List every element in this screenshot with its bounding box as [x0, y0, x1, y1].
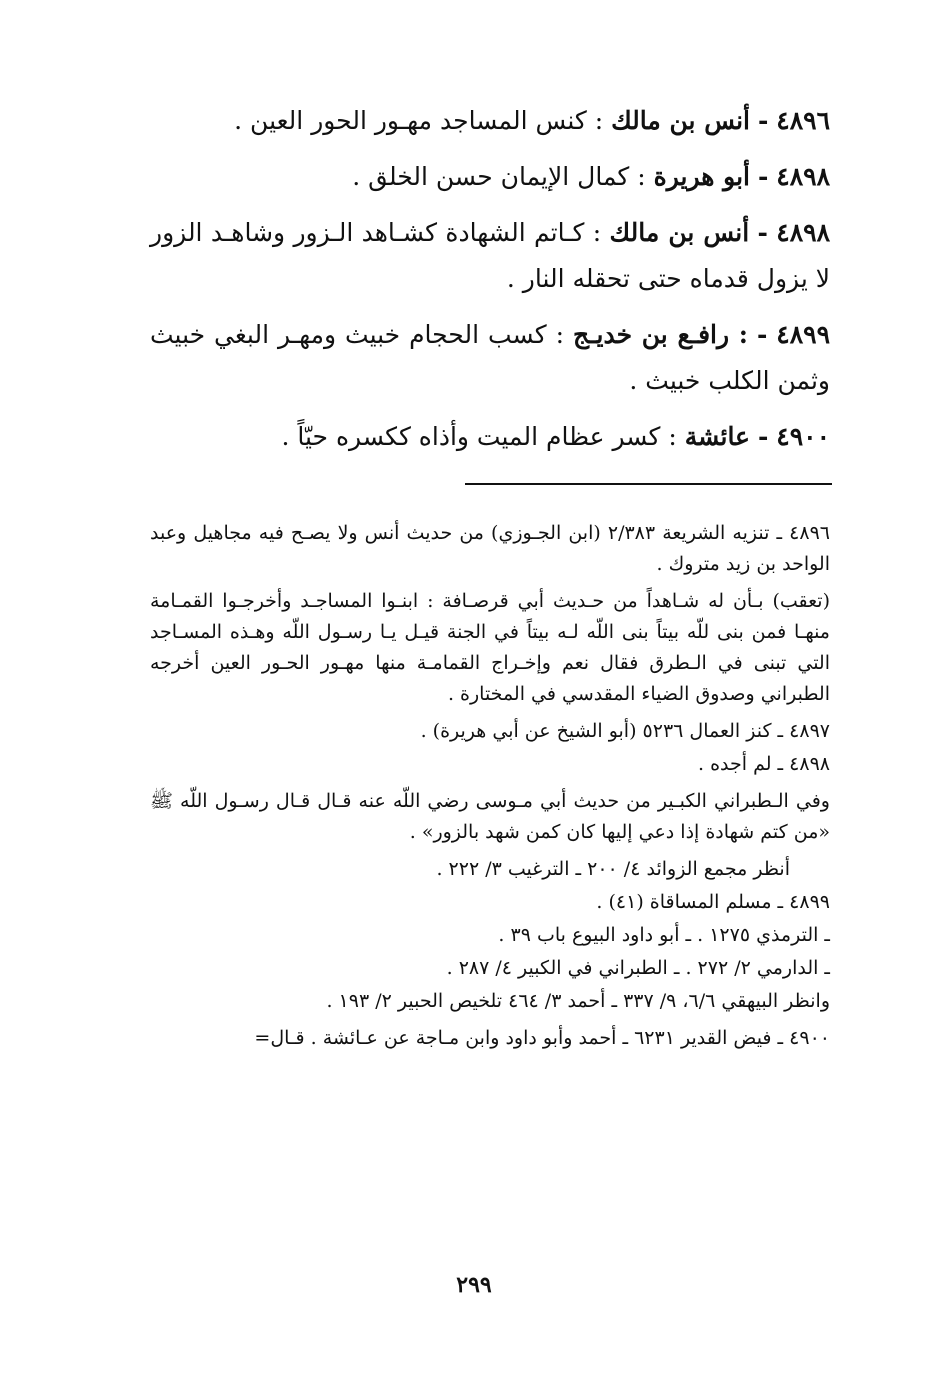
hadith-number: ٤٨٩٩ — [776, 320, 830, 349]
hadith-entry — [150, 98, 830, 144]
hadith-entry — [150, 210, 830, 302]
hadith-text: : كمال الإيمان حسن الخلق . — [352, 162, 646, 191]
narrator: أنس بن مالك — [611, 106, 750, 135]
footnote: وفي الـطبراني الكبـير من حديث أبي مـوسى رضي اللّه عنه قـال قـال رسـول اللّه ﷺ «من كتم شهادة إذا دعي إليها كان كمن شهد بالزور» . — [150, 790, 830, 843]
footnote: ٤٨٩٧ ـ كنز العمال ٥٢٣٦ (أبو الشيخ عن أبي هريرة) . — [420, 720, 830, 742]
hadith-number: ٤٨٩٦ — [776, 106, 830, 135]
hadith-text: : كنس المساجد مهـور الحور العين . — [234, 106, 604, 135]
narrator: : رافـع بن خديـج — [573, 320, 748, 349]
footnote: (تعقب) بـأن له شـاهداً من حـديث أبي قرصـافة : ابنـوا المساجـد وأخرجـوا القمـامة منهـا فمن بنى للّه بيتاً بنى اللّه لـه بيتاً في الجنة قيـل يـا رسـول اللّه وهـذه المسـاجد التي تبنى في الـطرق فقال نعم وإخـراج القمامـة منها مهـور الحـور العين أخرجه الطبراني وصدوق الضياء المقدسي في المختارة . — [150, 590, 830, 705]
separator: - — [757, 162, 769, 191]
footnote: وانظر البيهقي ٦/٦، ٩/ ٣٣٧ ـ أحمد ٣/ ٤٦٤ تلخيص الحبير ٢/ ١٩٣ . — [326, 990, 830, 1012]
separator: - — [757, 106, 769, 135]
hadith-text: : كـاتم الشهادة كشـاهد الـزور وشاهـد الزور لا يزول قدماه حتى تحقله النار . — [150, 218, 830, 293]
footnote: ٤٨٩٨ ـ لم أجده . — [698, 753, 830, 775]
narrator: عائشة — [684, 422, 750, 451]
hadith-entry — [150, 154, 830, 200]
hadith-entries — [150, 98, 830, 470]
separator: - — [756, 320, 768, 349]
hadith-text: : كسب الحجام خبيث ومهـر البغي خبيث وثمن الكلب خبيث . — [150, 320, 830, 395]
hadith-number: ٤٨٩٨ — [776, 162, 830, 191]
footnote: ـ الترمذي ١٢٧٥ . ـ أبو داود البيوع باب ٣٩ . — [498, 924, 830, 946]
separator: - — [757, 218, 768, 247]
hadith-number: ٤٨٩٨ — [776, 218, 830, 247]
footnote: أنظر مجمع الزوائد ٤/ ٢٠٠ ـ الترغيب ٣/ ٢٢٢ . — [436, 858, 790, 880]
narrator: أبو هريرة — [653, 162, 750, 191]
footnote: ٤٨٩٩ ـ مسلم المساقاة (٤١) . — [596, 891, 830, 913]
separator: - — [757, 422, 769, 451]
hadith-number: ٤٩٠٠ — [776, 422, 830, 451]
footnotes — [150, 518, 830, 1060]
hadith-entry — [150, 414, 830, 460]
page-number: ٢٩٩ — [456, 1272, 492, 1298]
hadith-entry — [150, 312, 830, 404]
footnote: ٤٨٩٦ ـ تنزيه الشريعة ٢/٣٨٣ (ابن الجـوزي) من حديث أنس ولا يصـح فيه مجاهيل وعبد الواحد بن زيد متروك . — [150, 522, 830, 575]
narrator: أنس بن مالك — [609, 218, 750, 247]
footnote: ـ الدارمي ٢/ ٢٧٢ . ـ الطبراني في الكبير ٤/ ٢٨٧ . — [446, 957, 830, 979]
hadith-text: : كسر عظام الميت وأذاه ككسره حيّاً . — [281, 422, 677, 451]
footnote: ٤٩٠٠ ـ فيض القدير ٦٢٣١ ـ أحمد وأبو داود وابن مـاجة عن عـائشة . قـال= — [254, 1027, 830, 1049]
footnote-divider — [465, 483, 832, 485]
